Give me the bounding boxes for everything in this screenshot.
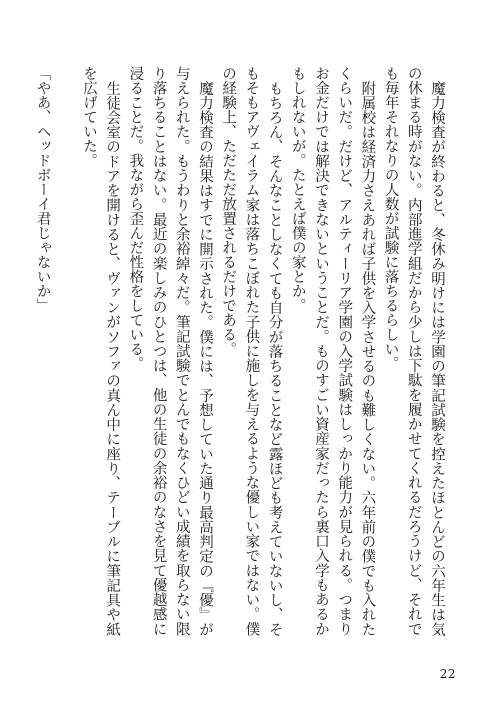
paragraph-student-council: 生徒会室のドアを開けると、ヴァンがソファの真ん中に座り、テーブルに筆記具や紙を広げていた。 bbox=[80, 66, 121, 636]
paragraph-dialogue: 「やあ、ヘッドボーイ君じゃないか」 bbox=[34, 66, 51, 313]
paragraph-results: 魔力検査の結果はすでに開示された。僕には、予想していた通り最高判定の『優』が与えられた。もうわりと余裕綽々だ。筆記試験でとんでもなくひどい成績を取らない限り落ちることはない。最近の楽しみのひとつは、他の生徒の余裕のなさを見て優越感に浸ることだ。我ながら歪んだ性格をしている。 bbox=[127, 66, 213, 636]
blank-line bbox=[54, 66, 77, 636]
page-number: 22 bbox=[439, 667, 456, 681]
paragraph-family: もちろん、そんなことしなくても自分が落ちることなど露ほども考えていないし、そもそもアヴェイラム家は落ちこぼれた子供に施しを与えるような優しい家ではない。僕の経験上、ただただ放置されるだけである。 bbox=[220, 66, 283, 636]
vertical-text-body bbox=[34, 66, 448, 636]
paragraph-entrance-exam: 附属校は経済力さえあれば子供を入学させるのも難しくない。六年前の僕でも入れたくらいだ。だけど、アルティーリア学園の入学試験はしっかり能力が見られる。つまりお金だけでは解決できないということだ。ものすごい資産家だったら裏口入学もあるかもしれないが。たとえば僕の家とか。 bbox=[289, 66, 376, 636]
paragraph-exam-season: 魔力検査が終わると、冬休み明けには学園の筆記試験を控えたほとんどの六年生は気の休まる時がない。内部進学組だから少しは下駄を履かせてくれるだろうけど、それでも毎年それなりの人数が試験に落ちるらしい。 bbox=[382, 66, 445, 636]
